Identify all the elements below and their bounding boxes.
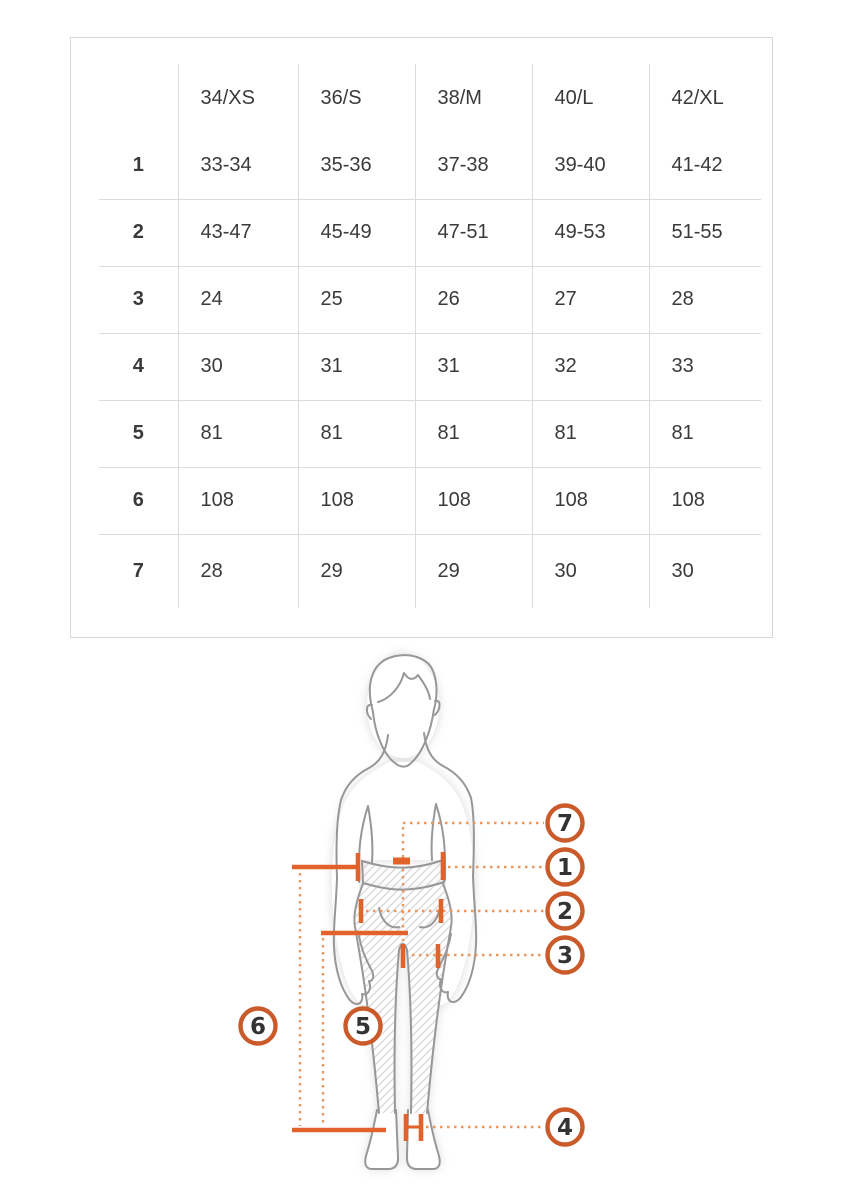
table-header-cell: 38/M [415, 64, 532, 132]
value-cell: 31 [298, 333, 415, 400]
value-cell: 35-36 [298, 132, 415, 199]
table-row [99, 467, 761, 534]
size-chart-table [99, 64, 761, 608]
table-header-cell: 42/XL [649, 64, 761, 132]
svg-text:2: 2 [556, 899, 574, 925]
value-cell: 30 [178, 333, 298, 400]
callout-7 [548, 806, 583, 841]
callout-5 [346, 1009, 381, 1044]
svg-text:4: 4 [556, 1115, 574, 1141]
table-row [99, 534, 761, 608]
value-cell: 30 [649, 534, 761, 608]
value-cell: 81 [178, 400, 298, 467]
callout-1 [548, 850, 583, 885]
table-row [99, 400, 761, 467]
table-row [99, 333, 761, 400]
table-row [99, 199, 761, 266]
callout-3 [548, 938, 583, 973]
value-cell: 29 [415, 534, 532, 608]
table-header-cell: 40/L [532, 64, 649, 132]
value-cell: 31 [415, 333, 532, 400]
row-label-cell: 4 [99, 333, 178, 400]
value-cell: 45-49 [298, 199, 415, 266]
value-cell: 39-40 [532, 132, 649, 199]
table-row [99, 266, 761, 333]
size-chart-header [99, 64, 761, 132]
svg-text:6: 6 [249, 1014, 267, 1040]
value-cell: 108 [298, 467, 415, 534]
svg-text:1: 1 [556, 855, 574, 881]
row-label-cell: 5 [99, 400, 178, 467]
measurement-diagram [0, 640, 853, 1200]
value-cell: 47-51 [415, 199, 532, 266]
callout-4 [548, 1110, 583, 1145]
value-cell: 32 [532, 333, 649, 400]
callout-2 [548, 894, 583, 929]
table-header-cell: 36/S [298, 64, 415, 132]
value-cell: 41-42 [649, 132, 761, 199]
size-chart-body [99, 132, 761, 608]
value-cell: 33-34 [178, 132, 298, 199]
value-cell: 49-53 [532, 199, 649, 266]
value-cell: 81 [649, 400, 761, 467]
table-header-row [99, 64, 761, 132]
value-cell: 108 [178, 467, 298, 534]
callout-6 [241, 1009, 276, 1044]
table-header-cell: 34/XS [178, 64, 298, 132]
value-cell: 81 [298, 400, 415, 467]
row-label-cell: 6 [99, 467, 178, 534]
value-cell: 81 [532, 400, 649, 467]
value-cell: 27 [532, 266, 649, 333]
value-cell: 28 [649, 266, 761, 333]
value-cell: 81 [415, 400, 532, 467]
table-row [99, 132, 761, 199]
size-chart-panel [70, 37, 773, 638]
row-label-cell: 2 [99, 199, 178, 266]
svg-text:7: 7 [556, 811, 574, 837]
value-cell: 30 [532, 534, 649, 608]
svg-text:3: 3 [556, 943, 574, 969]
table-corner-cell [99, 64, 178, 132]
value-cell: 28 [178, 534, 298, 608]
value-cell: 24 [178, 266, 298, 333]
value-cell: 37-38 [415, 132, 532, 199]
value-cell: 51-55 [649, 199, 761, 266]
row-label-cell: 1 [99, 132, 178, 199]
value-cell: 25 [298, 266, 415, 333]
value-cell: 29 [298, 534, 415, 608]
value-cell: 33 [649, 333, 761, 400]
value-cell: 108 [532, 467, 649, 534]
value-cell: 108 [649, 467, 761, 534]
row-label-cell: 7 [99, 534, 178, 608]
row-label-cell: 3 [99, 266, 178, 333]
value-cell: 43-47 [178, 199, 298, 266]
value-cell: 26 [415, 266, 532, 333]
value-cell: 108 [415, 467, 532, 534]
svg-text:5: 5 [354, 1014, 372, 1040]
